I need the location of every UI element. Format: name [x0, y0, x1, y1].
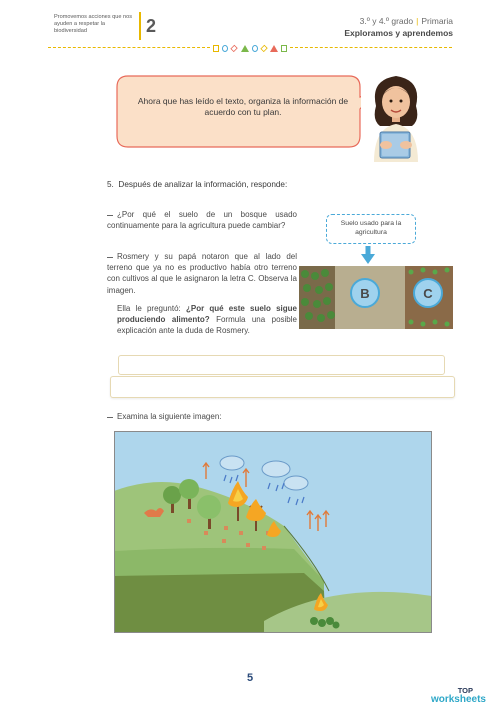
grade-label — [360, 16, 453, 26]
circle-shape-icon-2 — [252, 45, 258, 52]
answer-blank-4 — [107, 417, 113, 418]
plot-c-label: C — [423, 286, 433, 301]
plot-b-label: B — [360, 286, 370, 301]
unit-number: 2 — [146, 16, 157, 36]
question-item-3-bold: ¿Por qué este suelo sigue produciendo alimento? — [117, 304, 297, 325]
question-item-3 — [117, 303, 297, 337]
question-intro: Después de analizar la información, responde: — [118, 180, 288, 189]
header-divider — [139, 12, 141, 40]
question-item-1 — [107, 209, 297, 231]
question-5-heading — [107, 180, 287, 189]
question-item-2 — [107, 251, 297, 296]
question-number: 5. — [107, 180, 114, 189]
question-item-4-text: Examina la siguiente imagen: — [117, 412, 222, 421]
circle-shape-icon — [222, 45, 228, 52]
soil-label-text: Suelo usado para la agricultura — [340, 220, 402, 236]
answer-blank — [107, 215, 113, 216]
watermark-top: TOP — [457, 686, 473, 695]
header-dashed-line-left — [48, 47, 210, 48]
square-shape-icon — [213, 45, 219, 52]
watermark-logo: worksheets — [430, 694, 486, 705]
question-item-3-rest: Formula una posible explicación ante la duda de Rosmery. — [117, 315, 297, 336]
question-item-3-intro: Ella le preguntó: — [117, 304, 186, 313]
unit-subtitle: Promovemos acciones que nos ayuden a respetar la biodiversidad — [54, 14, 133, 34]
answer-field-1[interactable] — [118, 355, 445, 375]
grade-main: 3.º y 4.º grado — [359, 16, 414, 26]
decorative-shapes — [213, 43, 287, 53]
square-shape-icon-2 — [281, 45, 287, 52]
question-item-1-text: ¿Por qué el suelo de un bosque usado continuamente para la agricultura puede cambiar? — [107, 210, 297, 231]
section-title: Exploramos y aprendemos — [344, 28, 453, 38]
grade-level: Primaria — [421, 16, 453, 26]
grade-separator: | — [416, 16, 419, 26]
deforestation-fire-illustration — [114, 431, 432, 633]
speech-bubble-text: Ahora que has leído el texto, organiza la información de acuerdo con tu plan. — [137, 96, 349, 117]
down-arrow-icon — [361, 254, 375, 264]
header-dashed-line-right — [290, 47, 452, 48]
answer-blank-2 — [107, 257, 113, 258]
triangle-shape-icon-2 — [270, 45, 278, 52]
diamond-shape-icon — [231, 44, 238, 51]
student-illustration — [366, 70, 426, 162]
answer-field-2[interactable] — [110, 376, 455, 398]
page-number: 5 — [246, 672, 254, 684]
soil-plots-illustration — [299, 244, 453, 331]
question-item-2-text: Rosmery y su papá notaron que al lado del terreno que ya no es productivo había otro terreno con cultivos al que le asignaron la letra C. Observa la imagen. — [107, 252, 297, 295]
question-item-4 — [107, 411, 327, 422]
diamond-shape-icon-2 — [260, 44, 267, 51]
triangle-shape-icon — [241, 45, 249, 52]
